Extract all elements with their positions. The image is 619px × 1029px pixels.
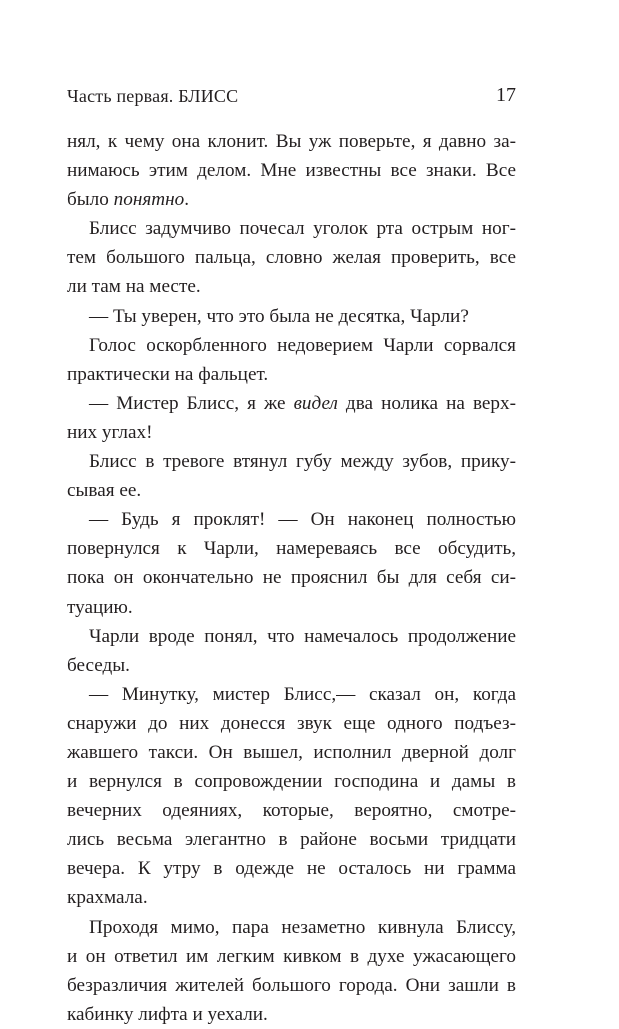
text-line <box>89 389 516 418</box>
text-line: беседы. <box>67 654 130 676</box>
text-line: Чарли вроде понял, что намечалось продолжение <box>89 625 516 647</box>
text-segment: было <box>67 189 114 211</box>
text-line: них углах! <box>67 421 153 443</box>
text-line: пока он окончательно не прояснил бы для себя си- <box>67 567 516 589</box>
text-line: сывая ее. <box>67 480 142 502</box>
text-line: туацию. <box>67 596 133 618</box>
text-line: — Ты уверен, что это была не десятка, Чарли? <box>89 305 469 327</box>
text-line: Блисс в тревоге втянул губу между зубов, прику- <box>89 451 516 473</box>
text-line: лись весьма элегантно в районе восьми тридцати <box>67 829 516 851</box>
text-line: ли там на месте. <box>67 276 201 298</box>
text-line: крахмала. <box>67 887 148 909</box>
text-line: Проходя мимо, пара незаметно кивнула Блиссу, <box>89 916 516 938</box>
text-line: Блисс задумчиво почесал уголок рта острым ног- <box>89 218 516 240</box>
text-segment: . <box>184 189 190 211</box>
text-line: вечера. К утру в одежде не осталось ни грамма <box>67 858 516 880</box>
text-segment: — Мистер Блисс, я же <box>89 392 294 414</box>
text-line: тем большого пальца, словно желая проверить, все <box>67 247 516 269</box>
italic-emphasis: понятно <box>113 189 185 211</box>
running-head: Часть первая. БЛИСС <box>67 86 239 106</box>
text-line: — Минутку, мистер Блисс,— сказал он, когда <box>89 683 516 705</box>
body-text <box>67 127 517 1029</box>
text-segment: два нолика на верх- <box>337 392 517 414</box>
text-line: и он ответил им легким кивком в духе ужасающего <box>67 945 516 967</box>
text-line <box>67 185 516 214</box>
text-line: Голос оскорбленного недоверием Чарли сорвался <box>89 334 516 356</box>
text-line: кабинку лифта и уехали. <box>67 1003 268 1025</box>
page-number: 17 <box>496 84 516 106</box>
text-line: жавшего такси. Он вышел, исполнил дверной долг <box>67 741 516 763</box>
text-line: практически на фальцет. <box>67 363 269 385</box>
text-line: нимаюсь этим делом. Мне известны все знаки. Все <box>67 160 516 182</box>
text-line: повернулся к Чарли, намереваясь все обсудить, <box>67 538 516 560</box>
text-line: безразличия жителей большого города. Они зашли в <box>67 974 516 996</box>
text-line: нял, к чему она клонит. Вы уж поверьте, я давно за- <box>67 131 516 152</box>
text-line: — Будь я проклят! — Он наконец полностью <box>89 509 516 531</box>
text-line: и вернулся в сопровождении господина и дамы в <box>67 771 516 793</box>
text-line: вечерних одеяниях, которые, вероятно, смотре- <box>67 800 516 822</box>
text-line: снаружи до них донесся звук еще одного подъез- <box>67 712 516 734</box>
italic-emphasis: видел <box>293 392 338 414</box>
